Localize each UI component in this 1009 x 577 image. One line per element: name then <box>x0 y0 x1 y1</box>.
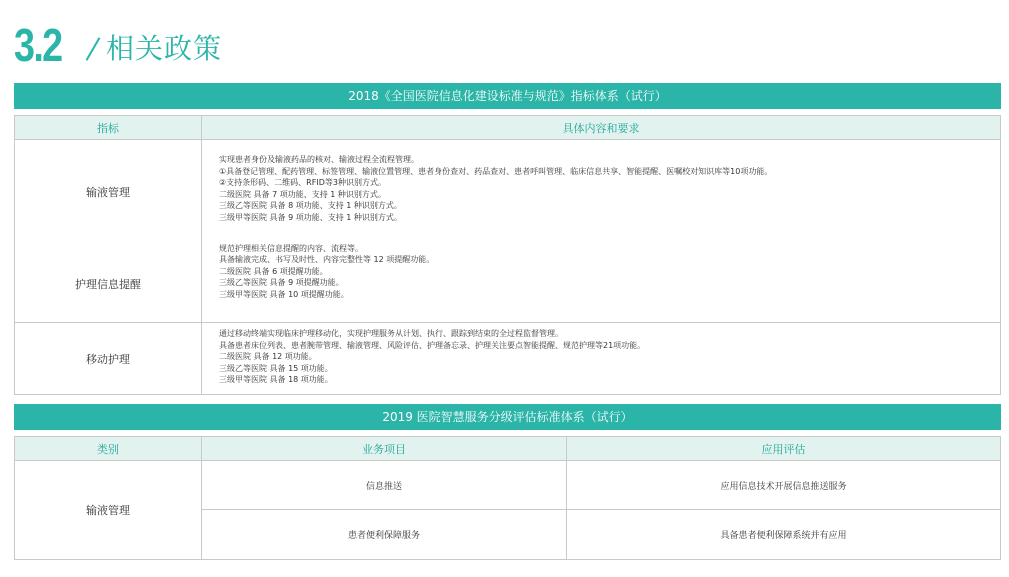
column-header-business-item: 业务项目 <box>202 437 567 461</box>
indicator-name-nursing-reminder: 护理信息提醒 <box>75 278 141 291</box>
evaluation-cell: 具备患者便利保障系统并有应用 <box>567 510 1001 560</box>
table-row <box>15 140 1001 323</box>
requirement-line: 三级甲等医院 具备 10 项提醒功能。 <box>219 289 349 299</box>
column-header-requirements: 具体内容和要求 <box>202 116 1001 140</box>
indicator-name-mobile-nursing: 移动护理 <box>15 323 202 395</box>
column-header-indicator: 指标 <box>15 116 202 140</box>
section-title: 相关政策 <box>106 32 223 65</box>
requirement-line: 二级医院 具备 7 项功能、支持 1 种识别方式。 <box>219 189 386 199</box>
requirement-line: 具备输液完成、书写及时性、内容完整性等 12 项提醒功能。 <box>219 255 435 265</box>
requirement-line: ②支持条形码、二维码、RFID等3种识别方式。 <box>219 178 386 188</box>
section-heading <box>14 18 223 71</box>
requirement-line: 二级医院 具备 12 项功能。 <box>219 352 317 362</box>
evaluation-cell: 应用信息技术开展信息推送服务 <box>567 461 1001 510</box>
requirement-line: 实现患者身份及输液药品的核对、输液过程全流程管理。 <box>219 155 419 164</box>
table-header-row <box>15 437 1001 461</box>
column-header-category: 类别 <box>15 437 202 461</box>
requirement-line: 二级医院 具备 6 项提醒功能。 <box>219 266 328 276</box>
column-header-evaluation: 应用评估 <box>567 437 1001 461</box>
business-item-cell: 信息推送 <box>202 461 567 510</box>
indicator-name-infusion: 输液管理 <box>86 186 130 199</box>
requirement-line: 三级乙等医院 具备 15 项功能。 <box>219 363 333 373</box>
business-item-cell: 患者便利保障服务 <box>202 510 567 560</box>
requirement-line: 三级乙等医院 具备 8 项功能、支持 1 种识别方式。 <box>219 201 402 211</box>
indicator-table <box>14 115 1001 395</box>
section-number: 3.2 <box>14 19 62 71</box>
requirement-line: 三级甲等医院 具备 9 项功能、支持 1 种识别方式。 <box>219 212 402 222</box>
slash-divider <box>86 37 101 61</box>
requirement-line: 通过移动终端实现临床护理移动化，实现护理服务从计划、执行、跟踪到结束的全过程监督管理。 <box>219 329 563 338</box>
smart-service-table <box>14 436 1001 560</box>
requirement-line: 三级甲等医院 具备 18 项功能。 <box>219 375 333 385</box>
requirement-line: 规范护理相关信息提醒的内容、流程等。 <box>219 243 363 253</box>
table1-banner: 2018《全国医院信息化建设标准与规范》指标体系（试行） <box>14 83 1001 109</box>
table-header-row <box>15 116 1001 140</box>
table2-banner: 2019 医院智慧服务分级评估标准体系（试行） <box>14 404 1001 430</box>
requirement-line: 具备患者床位列表、患者腕带管理、输液管理、风险评估、护理备忘录、护理关注要点智能提醒、规范护理等21项功能。 <box>219 340 646 350</box>
table-row <box>15 461 1001 510</box>
category-cell: 输液管理 <box>15 461 202 560</box>
table-row <box>15 323 1001 395</box>
requirement-line: 三级乙等医院 具备 9 项提醒功能。 <box>219 278 344 288</box>
requirement-line: ①具备登记管理、配药管理、标签管理、输液位置管理、患者身份查对、药品查对、患者呼叫管理、临床信息共享、智能提醒、医嘱校对知识库等10项功能。 <box>219 166 773 176</box>
